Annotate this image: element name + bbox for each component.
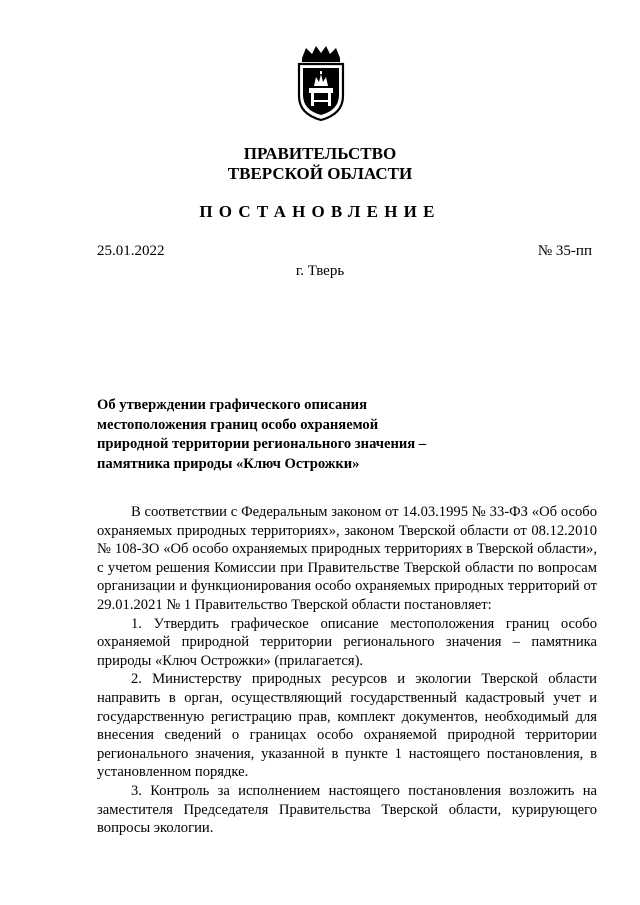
document-body (97, 503, 597, 838)
document-date: 25.01.2022 (97, 243, 165, 259)
title-line: Об утверждении графического описания (97, 397, 367, 413)
document-city: г. Тверь (295, 263, 345, 279)
document-number: № 35-пп (537, 243, 592, 259)
title-line: природной территории регионального значения – (97, 436, 427, 452)
org-name-line2: ТВЕРСКОЙ ОБЛАСТИ (227, 164, 413, 183)
clause-1-paragraph: 1. Утвердить графическое описание местоположения границ особо охраняемой природной территории регионального значения – памятника природы «Ключ Острожки» (прилагается). (97, 615, 597, 669)
org-name-line1: ПРАВИТЕЛЬСТВО (243, 144, 397, 163)
intro-paragraph: В соответствии с Федеральным законом от 14.03.1995 № 33-ФЗ «Об особо охраняемых природных территориях», законом Тверской области от 08.12.2010 № 108-ЗО «Об особо охраняемых природных территориях в Тверской области», с учетом решения Комиссии при Правительстве Тверской области по вопросам организации и функционирования особо охраняемых природных территорий от 29.01.2021 № 1 Правительство Тверской области постановляет: (97, 504, 597, 613)
title-line: памятника природы «Ключ Острожки» (97, 455, 360, 472)
clause-2-paragraph: 2. Министерству природных ресурсов и экологии Тверской области направить в орган, осуществляющий государственный кадастровый учет и государственную регистрацию прав, комплект документов, необходимый для внесения сведений о границах особо охраняемой природной территории регионального значения, указанной в пункте 1 настоящего постановления, в установленном порядке. (97, 671, 597, 781)
document-type-heading: ПОСТАНОВЛЕНИЕ (199, 202, 441, 221)
clause-3-paragraph: 3. Контроль за исполнением настоящего постановления возложить на заместителя Председателя Правительства Тверской области, курирующего вопросы экологии. (97, 782, 597, 837)
title-line: местоположения границ особо охраняемой (97, 416, 379, 433)
tver-coat-of-arms-icon (294, 44, 348, 122)
document-title (97, 396, 477, 474)
